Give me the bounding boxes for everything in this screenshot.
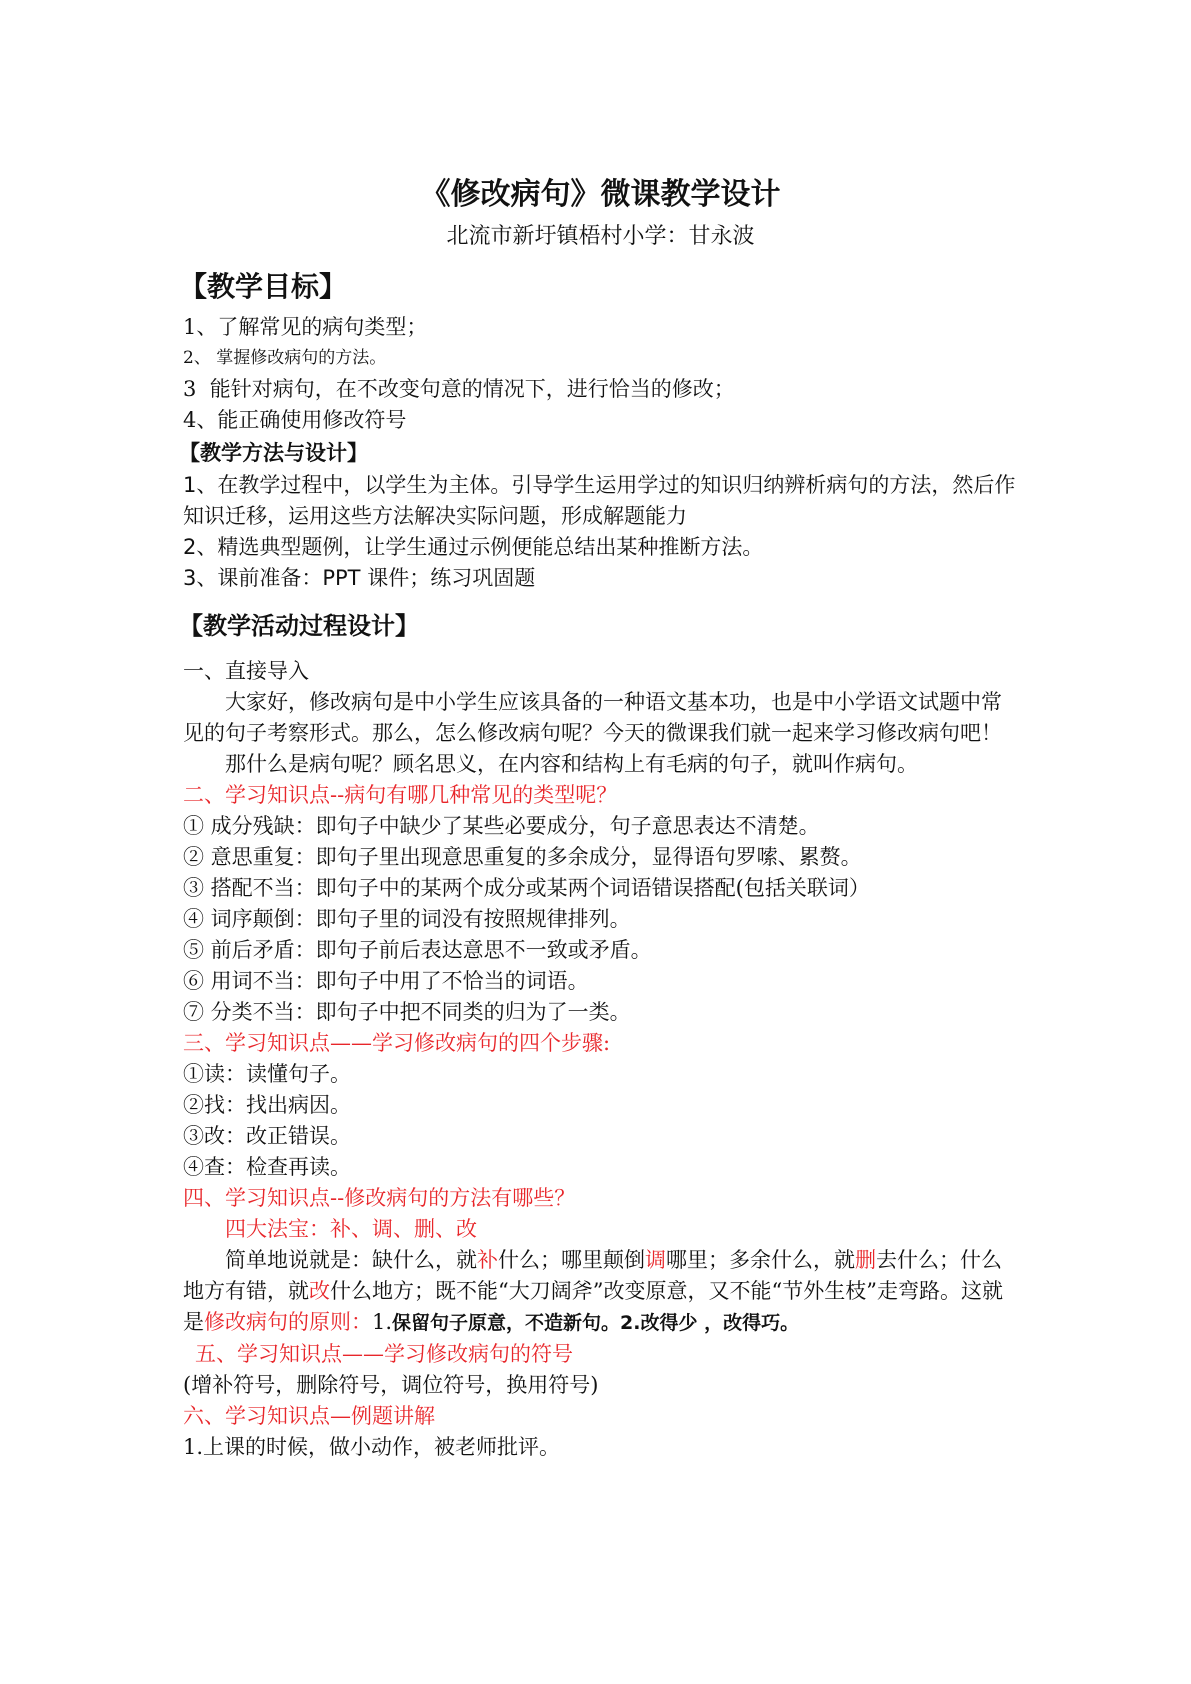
method-text-1: 简单地说就是：缺什么，就 [225,1248,477,1272]
objective-item-2: 2、 掌握修改病句的方法。 [183,348,387,368]
method-item-3: 3、课前准备：PPT 课件；练习巩固题 [183,566,536,590]
document-content [179,172,1018,1463]
methods-heading: 【教学方法与设计】 [179,441,368,465]
example-sentence-1: 1.上课的时候，做小动作，被老师批评。 [183,1435,561,1459]
error-type-2: ② 意思重复：即句子里出现意思重复的多余成分，显得语句罗嗦、累赘。 [183,845,862,869]
section-1-paragraph-2: 那什么是病句呢？顾名思义，在内容和结构上有毛病的句子，就叫作病句。 [225,752,918,776]
section-4-subtitle: 四大法宝：补、调、删、改 [225,1217,477,1241]
method-text-3: 哪里；多余什么，就 [666,1248,855,1272]
objectives-heading: 【教学目标】 [179,270,348,303]
step-correct: ③改：改正错误。 [183,1124,351,1148]
error-type-3: ③ 搭配不当：即句子中的某两个成分或某两个词语错误搭配(包括关联词） [183,876,870,900]
section-5-title: 五、学习知识点——学习修改病句的符号 [195,1342,573,1366]
method-word-delete: 删 [855,1248,876,1272]
error-type-7: ⑦ 分类不当：即句子中把不同类的归为了一类。 [183,1000,631,1024]
method-item-1: 1、在教学过程中，以学生为主体。引导学生运用学过的知识归纳辨析病句的方法，然后作知识迁移，运用这些方法解决实际问题，形成解题能力 [183,473,1016,528]
page-title: 《修改病句》微课教学设计 [420,177,781,212]
principle-label: 修改病句的原则： [204,1310,372,1334]
principle-text: 保留句子原意，不造新句。2.改得少 ，改得巧。 [392,1312,800,1334]
method-text-5: 什么地方；既不能“大刀阔斧”改变原意，又不能“节外生枝”走弯路。这就是 [183,1279,1003,1334]
section-1-paragraph-1: 大家好，修改病句是中小学生应该具备的一种语文基本功，也是中小学语文试题中常见的句子考察形式。那么，怎么修改病句呢？今天的微课我们就一起来学习修改病句吧！ [183,690,1002,745]
section-4-title: 四、学习知识点--修改病句的方法有哪些？ [183,1186,576,1210]
step-check: ④查：检查再读。 [183,1155,351,1179]
section-2-title: 二、学习知识点--病句有哪几种常见的类型呢？ [183,783,618,807]
author-line: 北流市新圩镇梧村小学：甘永波 [446,224,755,249]
method-word-change: 改 [309,1279,330,1303]
error-type-1: ① 成分残缺：即句子中缺少了某些必要成分，句子意思表达不清楚。 [183,814,820,838]
method-text-2: 什么；哪里颠倒 [498,1248,645,1272]
method-item-2: 2、精选典型题例，让学生通过示例便能总结出某种推断方法。 [183,535,764,559]
objective-item-1: 1、了解常见的病句类型； [183,315,428,339]
step-read: ①读：读懂句子。 [183,1062,351,1086]
section-4-paragraph [183,1245,1018,1339]
section-3-title: 三、学习知识点——学习修改病句的四个步骤: [183,1031,611,1055]
objective-item-4: 4、能正确使用修改符号 [183,408,407,432]
error-type-6: ⑥ 用词不当：即句子中用了不恰当的词语。 [183,969,589,993]
section-1-title: 一、直接导入 [183,659,309,683]
section-5-text: (增补符号，删除符号，调位符号，换用符号) [183,1373,599,1397]
method-word-adjust: 调 [645,1248,666,1272]
method-text-4: 去什么；什么地方有错，就 [183,1248,1002,1303]
error-type-4: ④ 词序颠倒：即句子里的词没有按照规律排列。 [183,907,631,931]
section-6-title: 六、学习知识点—例题讲解 [183,1404,435,1428]
method-word-add: 补 [477,1248,498,1272]
process-heading: 【教学活动过程设计】 [179,612,419,640]
principle-number: 1. [372,1310,393,1334]
objective-item-3: 3 能针对病句，在不改变句意的情况下，进行恰当的修改； [183,377,735,401]
error-type-5: ⑤ 前后矛盾：即句子前后表达意思不一致或矛盾。 [183,938,652,962]
step-find: ②找：找出病因。 [183,1093,351,1117]
